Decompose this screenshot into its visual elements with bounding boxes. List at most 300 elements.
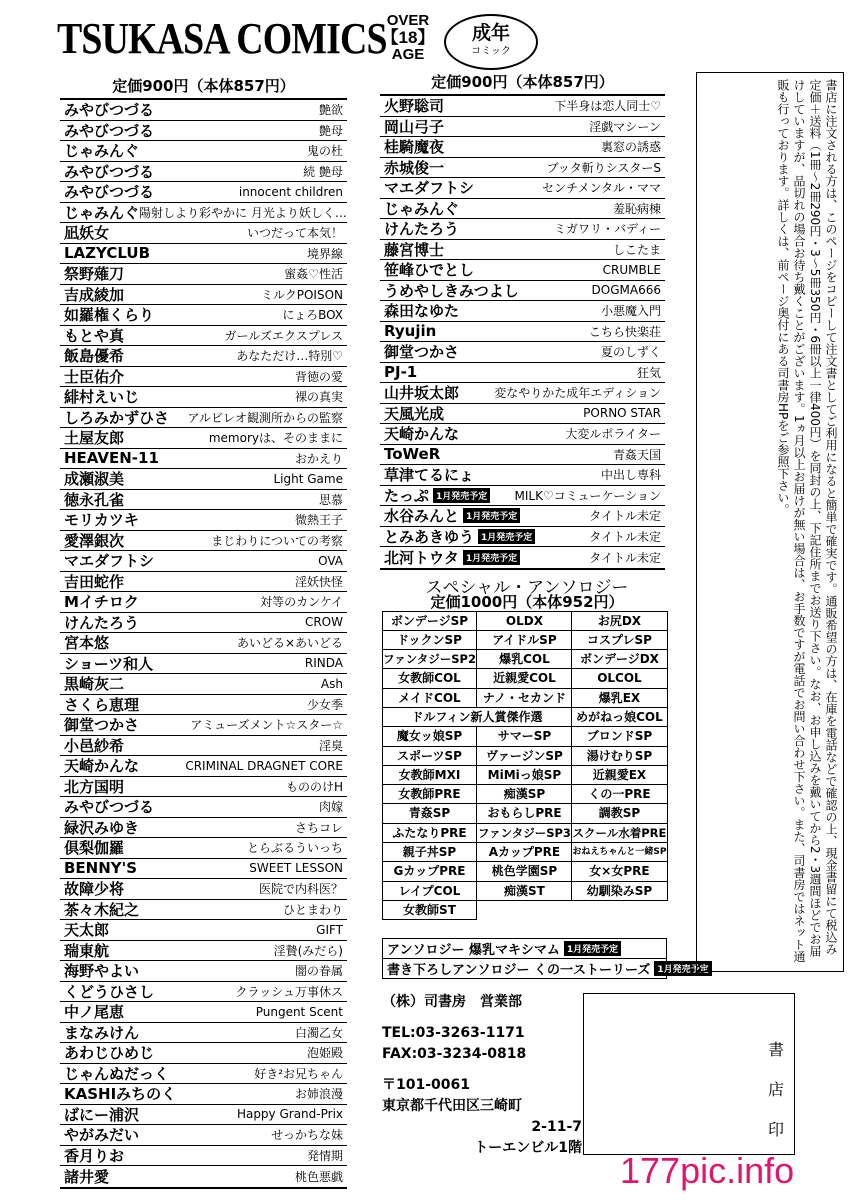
title-row xyxy=(60,736,347,757)
author-name: 天風光成 xyxy=(384,404,445,423)
anthology-item: ドックンSP xyxy=(382,630,478,650)
title-row xyxy=(60,305,347,326)
anthology-item: OLDX xyxy=(476,611,572,631)
book-title: アミューズメント☆スター☆ xyxy=(190,718,343,733)
author-name: 岡山弓子 xyxy=(384,117,445,136)
title-row xyxy=(380,301,665,322)
book-title: 医院で内科医？ xyxy=(258,882,343,897)
book-title: 続 艶母 xyxy=(303,164,343,179)
anthology-item: 痴漢ST xyxy=(476,881,572,901)
title-row xyxy=(60,182,347,203)
author-name: くどうひさし xyxy=(64,982,155,1001)
author-name: みやびつづる xyxy=(64,162,155,181)
title-row xyxy=(60,326,347,347)
release-badge: 1月発売予定 xyxy=(478,529,535,544)
title-row xyxy=(60,941,347,962)
book-title: あいどる×あいどる xyxy=(236,636,343,651)
book-title: 青姦天国 xyxy=(612,447,661,462)
anthology-item: アイドルSP xyxy=(476,630,572,650)
author-name: モリカツキ xyxy=(64,511,139,530)
author-name: 飯島優希 xyxy=(64,347,125,366)
author-name: 北方国明 xyxy=(64,777,125,796)
title-row xyxy=(60,490,347,511)
title-row xyxy=(60,797,347,818)
anthology-item: めがねっ娘COL xyxy=(571,707,667,727)
title-row xyxy=(380,342,665,363)
anthology-item: ナノ・セカンド xyxy=(476,688,572,708)
book-title: センチメンタル・ママ xyxy=(541,181,661,196)
anthology-item: ボンデージSP xyxy=(382,611,478,631)
book-title: ひとまわり xyxy=(282,902,343,917)
author-name: 祭野薙刀 xyxy=(64,265,125,284)
author-name: 如羅権くらり xyxy=(64,306,155,325)
book-title: もののけH xyxy=(285,779,343,794)
anthology-item: 湯けむりSP xyxy=(571,746,667,766)
author-name: みやびつづる xyxy=(64,798,155,817)
release-badge: 1月発売予定 xyxy=(564,941,621,956)
author-name: もとや真 xyxy=(64,326,125,345)
book-title: 境界線 xyxy=(306,246,343,261)
author-name: 宮本悠 xyxy=(64,634,110,653)
author-name: やがみだい xyxy=(64,1126,140,1145)
book-title: 大変ルポライター xyxy=(565,427,661,442)
book-title: OVA xyxy=(318,553,343,568)
anthology-item: 魔女ッ娘SP xyxy=(382,726,478,746)
release-badge: 1月発売予定 xyxy=(463,508,520,523)
book-title: PORNO STAR xyxy=(583,406,661,421)
title-row xyxy=(60,838,347,859)
book-title: いつだって本気！ xyxy=(246,226,343,241)
author-name: ばにー浦沢 xyxy=(64,1105,140,1124)
book-title: 蜜姦♡性活 xyxy=(284,267,343,282)
book-title: DOGMA666 xyxy=(591,283,661,298)
title-row xyxy=(60,572,347,593)
book-title: こちら快楽荘 xyxy=(588,324,661,339)
title-row xyxy=(380,199,665,220)
anthology-item: 調教SP xyxy=(571,803,667,823)
anthology-item: 女教師MXI xyxy=(382,765,478,785)
publisher-tel: TEL:03-3263-1171 xyxy=(382,1025,525,1041)
author-name: 凪妖女 xyxy=(64,224,110,243)
title-row xyxy=(60,777,347,798)
title-row xyxy=(380,178,665,199)
title-row xyxy=(380,506,665,527)
book-title: 狂気 xyxy=(636,365,661,380)
author-name: 桂騎魔夜 xyxy=(384,138,445,157)
title-row xyxy=(60,121,347,142)
author-name: 御堂つかさ xyxy=(384,343,460,362)
author-name: Mイチロク xyxy=(64,593,139,612)
title-row xyxy=(60,428,347,449)
title-row xyxy=(380,363,665,384)
book-title: あなただけ…特別♡ xyxy=(236,349,343,364)
author-name: 海野やよい xyxy=(64,962,140,981)
anthology-item: ファンタジーSP3 xyxy=(476,823,572,843)
anthology-item: お尻DX xyxy=(571,611,667,631)
title-row xyxy=(60,367,347,388)
anthology-item: ボンデージDX xyxy=(571,649,667,669)
anthology-item: 青姦SP xyxy=(382,803,478,823)
book-title: タイトル未定 xyxy=(589,509,661,524)
book-title: 艶欲 xyxy=(318,103,343,118)
book-title: 背徳の愛 xyxy=(294,369,343,384)
release-badge: 1月発売予定 xyxy=(463,550,520,565)
anthology-item: コスプレSP xyxy=(571,630,667,650)
anthology-item: 親子丼SP xyxy=(382,842,478,862)
book-title: 裸の真実 xyxy=(294,390,343,405)
author-name: HEAVEN-11 xyxy=(64,449,159,468)
anthology-bottom-list xyxy=(382,939,709,979)
book-title: さちコレ xyxy=(294,820,343,835)
anthology-item: 女教師COL xyxy=(382,668,478,688)
author-name: けんたろう xyxy=(384,220,460,239)
author-name: 愛澤銀次 xyxy=(64,531,125,550)
anthology-item: ブロンドSP xyxy=(571,726,667,746)
book-title: 桃色悪戯 xyxy=(294,1169,343,1184)
book-title: 鬼の杜 xyxy=(306,144,343,159)
anthology-item: 桃色学園SP xyxy=(476,861,572,881)
title-row xyxy=(60,920,347,941)
title-row xyxy=(60,1023,347,1044)
title-row xyxy=(382,958,709,979)
author-name: とみあきゆう xyxy=(384,527,475,546)
title-row xyxy=(60,285,347,306)
book-title: クラッシュ万事休ス xyxy=(235,984,343,999)
title-row xyxy=(380,404,665,425)
book-title: 艶母 xyxy=(318,123,343,138)
book-title: GIFT xyxy=(316,922,343,937)
author-name: 笹峰ひでとし xyxy=(384,261,475,280)
book-title: 白濁乙女 xyxy=(294,1025,343,1040)
anthology-item: 近親愛EX xyxy=(571,765,667,785)
brand-logo: TSUKASA COMICS xyxy=(57,14,387,63)
title-row xyxy=(60,756,347,777)
author-name: 黒崎灰二 xyxy=(64,675,125,694)
title-row xyxy=(380,424,665,445)
title-row xyxy=(60,510,347,531)
book-title: 好き²お兄ちゃん xyxy=(254,1066,343,1081)
anthology-item: ドルフィン新人賞傑作選 xyxy=(382,707,573,727)
book-title: 裏窓の誘惑 xyxy=(600,140,661,155)
book-title: Happy Grand-Prix xyxy=(236,1107,343,1122)
anthology-heading: スペシャル・アンソロジー xyxy=(425,578,629,598)
book-title: CRUMBLE xyxy=(602,262,661,277)
anthology-grid xyxy=(382,611,667,920)
author-name: 瑞東航 xyxy=(64,941,110,960)
author-name: ToWeR xyxy=(384,445,441,464)
anthology-item: AカップPRE xyxy=(476,842,572,862)
author-name: 士臣佑介 xyxy=(64,367,125,386)
anthology-item: サマーSP xyxy=(476,726,572,746)
over18-line3: AGE xyxy=(391,46,425,63)
title-row xyxy=(60,469,347,490)
title-row xyxy=(380,383,665,404)
book-title: CRIMINAL DRAGNET CORE xyxy=(185,758,343,773)
author-name: PJ-1 xyxy=(384,363,418,382)
title-row xyxy=(60,695,347,716)
anthology-item: OLCOL xyxy=(571,668,667,688)
author-name: 赤城俊一 xyxy=(384,158,445,177)
title-row xyxy=(60,879,347,900)
title-row xyxy=(60,674,347,695)
title-row xyxy=(380,219,665,240)
over18-line1: OVER xyxy=(386,12,430,29)
title-row xyxy=(380,240,665,261)
book-title: memoryは、そのままに xyxy=(208,431,343,446)
book-title: 泡姫殿 xyxy=(306,1046,343,1061)
publisher-address-1: 東京都千代田区三崎町 xyxy=(382,1098,522,1114)
book-title: CROW xyxy=(304,615,343,630)
author-name: 故障少将 xyxy=(64,880,125,899)
author-name: BENNY'S xyxy=(64,859,138,878)
anthology-item: 幼馴染みSP xyxy=(571,881,667,901)
book-title: アルビレオ観測所からの監察 xyxy=(187,410,343,425)
book-title: 中出し専科 xyxy=(600,468,661,483)
anthology-item: MiMiっ娘SP xyxy=(476,765,572,785)
title-row xyxy=(60,715,347,736)
author-name: じゃみんぐ xyxy=(384,199,460,218)
middle-price-heading: 定価900円（本体857円） xyxy=(431,73,614,91)
author-name: マエダフトシ xyxy=(64,552,155,571)
watermark: 177pic.info xyxy=(620,1150,795,1191)
author-name: うめやしきみつよし xyxy=(384,281,519,300)
book-title: タイトル未定 xyxy=(589,550,661,565)
left-price-heading: 定価900円（本体857円） xyxy=(112,77,295,95)
author-name: 藤宮博士 xyxy=(384,240,445,259)
title-row xyxy=(60,900,347,921)
badge-sub: コミック xyxy=(471,46,511,57)
title-row xyxy=(60,1125,347,1146)
over18-mark xyxy=(378,12,438,68)
book-title: 淫戯マシーン xyxy=(589,119,661,134)
book-title: 淫贄(みだら) xyxy=(273,943,343,958)
author-name: 徳永孔雀 xyxy=(64,490,125,509)
title-row xyxy=(60,387,347,408)
book-title: ミガワリ・バディー xyxy=(553,222,661,237)
author-name: みやびつづる xyxy=(64,101,155,120)
author-name: けんたろう xyxy=(64,613,140,632)
anthology-item: スポーツSP xyxy=(382,746,478,766)
title-row xyxy=(60,449,347,470)
anthology-item: おもらしPRE xyxy=(476,803,572,823)
book-title: 肉嫁 xyxy=(318,800,343,815)
title-row xyxy=(60,859,347,880)
author-name: 森田なゆた xyxy=(384,302,460,321)
book-title: Ash xyxy=(320,676,343,691)
title-row xyxy=(60,592,347,613)
title-row xyxy=(380,547,665,568)
author-name: さくら恵理 xyxy=(64,695,140,714)
author-name: Ryujin xyxy=(384,322,437,341)
author-name: 水谷みんと xyxy=(384,507,460,526)
author-name: 書き下ろしアンソロジー くの一ストーリーズ xyxy=(387,963,651,978)
badge-main: 成年 xyxy=(471,22,510,44)
book-title: ガールズエクスプレス xyxy=(224,328,343,343)
book-title: ミルクPOISON xyxy=(260,287,343,302)
book-title: Light Game xyxy=(273,471,343,486)
anthology-item: レイプCOL xyxy=(382,881,478,901)
book-title: タイトル未定 xyxy=(589,529,661,544)
author-name: KASHIみちのく xyxy=(64,1085,177,1104)
author-name: 吉成綾加 xyxy=(64,285,125,304)
anthology-item: 痴漢SP xyxy=(476,784,572,804)
book-title: 微熱王子 xyxy=(294,513,343,528)
title-row xyxy=(380,527,665,548)
title-row xyxy=(60,346,347,367)
title-row xyxy=(380,117,665,138)
adult-comic-badge xyxy=(444,14,538,70)
author-name: 北河トウタ xyxy=(384,548,459,567)
anthology-item: 女×女PRE xyxy=(571,861,667,881)
over18-line2: 【18】 xyxy=(381,28,435,47)
author-name: 緋村えいじ xyxy=(64,388,140,407)
anthology-item: GカップPRE xyxy=(382,861,478,881)
book-title: 小悪魔入門 xyxy=(600,304,661,319)
author-name: 御堂つかさ xyxy=(64,716,140,735)
anthology-item: スクール水着PRE xyxy=(571,823,667,843)
anthology-item: くの一PRE xyxy=(571,784,667,804)
title-row xyxy=(60,203,347,224)
release-badge: 1月発売予定 xyxy=(654,961,711,976)
title-row xyxy=(380,322,665,343)
anthology-item: 爆乳EX xyxy=(571,688,667,708)
publisher-address-3: トーエンビル1階 xyxy=(474,1140,582,1156)
middle-title-list xyxy=(380,94,665,570)
book-title: SWEET LESSON xyxy=(249,861,343,876)
book-title: innocent children xyxy=(238,184,343,199)
book-title: 夏のしずく xyxy=(600,345,661,360)
author-name: 天崎かんな xyxy=(384,425,460,444)
title-row xyxy=(60,654,347,675)
title-row xyxy=(380,158,665,179)
book-title: しこたま xyxy=(612,242,661,257)
publisher-address-2: 2-11-7 xyxy=(531,1119,582,1135)
book-title: とらぶるういっち xyxy=(246,841,343,856)
author-name: 成瀬淑美 xyxy=(64,470,125,489)
title-row xyxy=(60,100,347,121)
title-row xyxy=(380,465,665,486)
title-row xyxy=(60,551,347,572)
author-name: 天太郎 xyxy=(64,921,110,940)
anthology-item: メイドCOL xyxy=(382,688,478,708)
title-row xyxy=(60,1084,347,1105)
anthology-price: 定価1000円（本体952円） xyxy=(430,593,624,611)
book-title: 発情期 xyxy=(306,1148,343,1163)
title-row xyxy=(60,633,347,654)
author-name: 天崎かんな xyxy=(64,757,140,776)
author-name: 諸井愛 xyxy=(64,1167,110,1186)
anthology-item: 女教師PRE xyxy=(382,784,478,804)
publisher-info xyxy=(382,992,582,1159)
release-badge: 1月発売予定 xyxy=(433,488,490,503)
author-name: 中ノ尾恵 xyxy=(64,1003,125,1022)
author-name: 草津てるにょ xyxy=(384,466,474,485)
book-title: 思慕 xyxy=(318,492,343,507)
book-title: 対等のカンケイ xyxy=(260,595,343,610)
anthology-item: ふたなりPRE xyxy=(382,823,478,843)
title-row xyxy=(380,281,665,302)
author-name: 緑沢みゆき xyxy=(64,818,140,837)
author-name: 山井坂太郎 xyxy=(384,384,460,403)
title-row xyxy=(60,264,347,285)
author-name: じゃみんぐ xyxy=(64,142,140,161)
title-row xyxy=(380,137,665,158)
book-title: 闇の眷属 xyxy=(294,964,343,979)
author-name: 小邑紗希 xyxy=(64,736,125,755)
title-row xyxy=(60,408,347,429)
author-name: ショーツ和人 xyxy=(64,654,154,673)
title-row xyxy=(60,244,347,265)
author-name: 倶梨伽羅 xyxy=(64,839,125,858)
anthology-item: ヴァージンSP xyxy=(476,746,572,766)
book-title: お姉浪漫 xyxy=(294,1087,343,1102)
book-title: Pungent Scent xyxy=(255,1004,343,1019)
book-title: 下半身は恋人同士♡ xyxy=(554,99,661,114)
author-name: じゃんぬだっく xyxy=(64,1064,170,1083)
publisher-fax: FAX:03-3234-0818 xyxy=(382,1046,527,1062)
book-title: にょろBOX xyxy=(282,308,343,323)
author-name: マエダフトシ xyxy=(384,179,475,198)
title-row xyxy=(60,1002,347,1023)
title-row xyxy=(60,162,347,183)
title-row xyxy=(380,260,665,281)
title-row xyxy=(60,982,347,1003)
book-title: 変なやりかた成年エディション xyxy=(494,386,661,401)
author-name: あわじひめじ xyxy=(64,1044,155,1063)
book-title: RINDA xyxy=(304,656,343,671)
book-title: 少女季 xyxy=(306,697,343,712)
author-name: 火野聡司 xyxy=(384,97,445,116)
book-title: 陽射しより彩やかに 月光より妖しく… xyxy=(139,205,347,220)
title-row xyxy=(60,1146,347,1167)
author-name: まなみけん xyxy=(64,1023,140,1042)
title-row xyxy=(60,1166,347,1187)
author-name: しろみかずひさ xyxy=(64,408,170,427)
book-title: 淫妖快怪 xyxy=(294,574,343,589)
title-row xyxy=(60,613,347,634)
book-title: せっかちな妹 xyxy=(271,1128,343,1143)
publisher-zip: 〒101-0061 xyxy=(382,1077,470,1093)
order-notice: 書店に注文される方は、このページをコピーして注文書としてご利用になると簡単で確実です。通販希望の方は、在庫を電話などで確認の上、現金書留にて税込み定価＋送料（1冊～2冊290円・3～5冊350円・6冊以上一律400円）を同封の上、下記住所までお送り下さい。なお、お申し込みを戴いてから2・3週間ほどでお届けしていますが、品切れの場合お待ち戴くことがございます。1ヵ月以上お届けが無い場合は、お手数ですが電話でお問い合わせ下さい。また、司書房ではネット通販も行っております。詳しくは、前ページ奥付にある司書房HPをご参照下さい。 xyxy=(696,72,844,972)
left-title-list xyxy=(60,98,347,1189)
author-name: 吉田蛇作 xyxy=(64,572,125,591)
author-name: みやびつづる xyxy=(64,183,155,202)
book-title: 淫臭 xyxy=(318,738,343,753)
title-row xyxy=(60,1064,347,1085)
title-row xyxy=(380,96,665,117)
author-name: 香月りお xyxy=(64,1146,125,1165)
title-row xyxy=(60,818,347,839)
author-name: LAZYCLUB xyxy=(64,244,151,263)
author-name: 茶々木紀之 xyxy=(64,900,140,919)
title-row xyxy=(60,531,347,552)
title-row xyxy=(60,1105,347,1126)
author-name: 土屋友郎 xyxy=(64,429,125,448)
author-name: たっぷ xyxy=(384,486,430,505)
book-title: まじわりについての考察 xyxy=(211,533,343,548)
book-title: ブッタ斬りシスターS xyxy=(546,160,661,175)
anthology-item: 近親愛COL xyxy=(476,668,572,688)
book-title: MILK♡コミューケーション xyxy=(514,488,661,503)
title-row xyxy=(380,445,665,466)
anthology-item: おねえちゃんと一緒SP xyxy=(571,842,667,862)
title-row xyxy=(60,223,347,244)
publisher-name: （株）司書房 営業部 xyxy=(382,994,522,1010)
author-name: みやびつづる xyxy=(64,121,155,140)
author-name: じゃみんぐ xyxy=(64,203,140,222)
title-row xyxy=(60,1043,347,1064)
author-name: アンソロジー 爆乳マキシマム xyxy=(387,943,560,958)
